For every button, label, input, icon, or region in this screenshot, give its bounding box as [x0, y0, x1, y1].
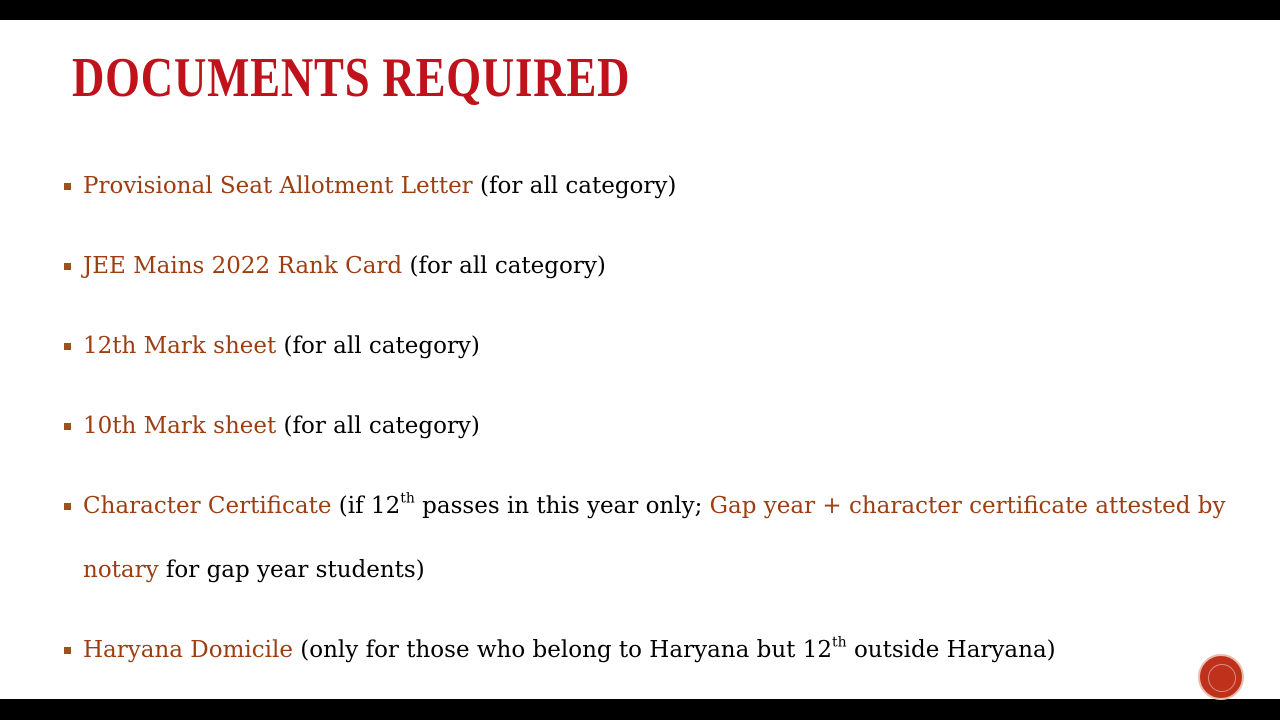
document-name: Provisional Seat Allotment Letter	[83, 173, 473, 199]
document-note: passes in this year only;	[414, 493, 710, 519]
document-note: (for all category)	[276, 333, 480, 359]
square-bullet-icon	[64, 423, 71, 430]
document-name-secondary: Gap year + character certificate attested by notary	[83, 493, 1226, 583]
square-bullet-icon	[64, 647, 71, 654]
list-item-text	[83, 394, 1234, 458]
document-name: Haryana Domicile	[83, 637, 293, 663]
documents-list	[0, 20, 1280, 699]
document-name: 12th Mark sheet	[83, 333, 277, 359]
list-item-text	[83, 618, 1234, 682]
red-circle-logo-icon	[1198, 654, 1244, 700]
superscript: th	[400, 490, 415, 507]
slide	[0, 20, 1280, 699]
document-note: (for all category)	[402, 253, 606, 279]
document-note: for gap year students)	[158, 557, 425, 583]
list-item	[64, 394, 1234, 458]
document-name: Character Certificate	[83, 493, 332, 519]
list-item	[64, 618, 1234, 682]
document-note: (for all category)	[276, 413, 480, 439]
document-note: (if 12	[331, 493, 401, 519]
square-bullet-icon	[64, 503, 71, 510]
document-name: 10th Mark sheet	[83, 413, 277, 439]
list-item-text	[83, 154, 1234, 218]
square-bullet-icon	[64, 183, 71, 190]
list-item-text	[83, 474, 1234, 602]
list-item-text	[83, 234, 1234, 298]
list-item	[64, 154, 1234, 218]
list-item-text	[83, 314, 1234, 378]
list-item	[64, 234, 1234, 298]
document-note: outside Haryana)	[846, 637, 1056, 663]
superscript: th	[831, 634, 847, 651]
list-item	[64, 474, 1234, 602]
document-note: (for all category)	[472, 173, 677, 199]
list-item	[64, 314, 1234, 378]
document-name: JEE Mains 2022 Rank Card	[83, 253, 403, 279]
slide-title: DOCUMENTS REQUIRED	[72, 47, 631, 109]
document-note: (only for those who belong to Haryana but 12	[292, 637, 832, 663]
square-bullet-icon	[64, 343, 71, 350]
square-bullet-icon	[64, 263, 71, 270]
